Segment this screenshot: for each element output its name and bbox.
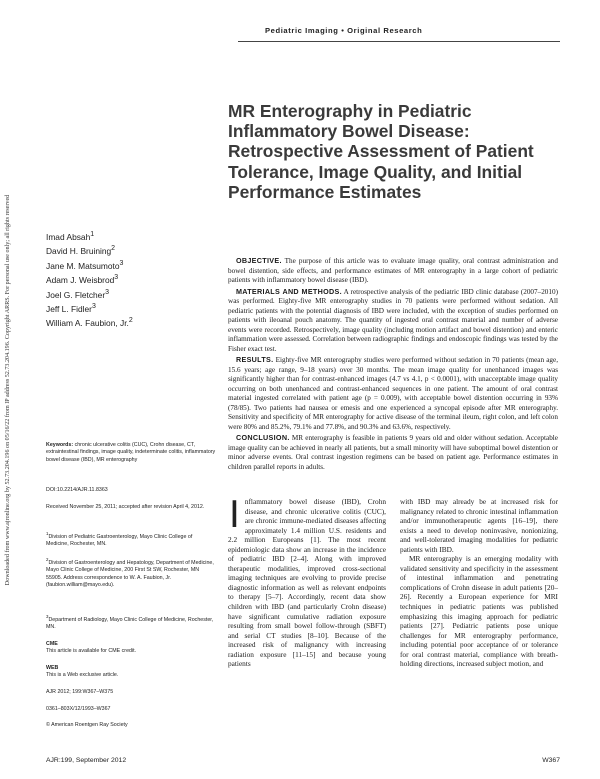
body-column-1 xyxy=(228,493,386,669)
affiliation: $^2$Division of Gastroenterology and Hepatology, Department of Medicine, Mayo Clinic College of Medicine, 200 First St SW, Rochester, MN 55905. Address correspondence to W. A. Faubion, Jr. (faubion.william@mayo.edu). xyxy=(46,557,214,588)
header-rule xyxy=(238,41,560,42)
keywords: Keywords: chronic ulcerative colitis (CUC), Crohn disease, CT, extraintestinal findings, image quality, indeterminate colitis, inflammatory bowel disease (IBD), MR enterography xyxy=(46,442,216,463)
author: William A. Faubion, Jr.$^2$ xyxy=(46,317,133,329)
abstract xyxy=(228,256,558,473)
author: Joel G. Fletcher$^3$ xyxy=(46,288,110,300)
affiliation: $^3$Department of Radiology, Mayo Clinic College of Medicine, Rochester, MN. xyxy=(46,614,214,631)
cme-note: CME This article is available for CME credit. xyxy=(46,641,137,655)
footer-page-number: W367 xyxy=(542,757,560,764)
author: Adam J. Weisbrod$^3$ xyxy=(46,274,119,285)
issn: 0361–803X/12/1993–W367 xyxy=(46,706,111,712)
author-list xyxy=(46,229,216,330)
download-notice xyxy=(3,120,13,660)
copyright: © American Roentgen Ray Society xyxy=(46,722,128,728)
abstract-methods: MATERIALS AND METHODS. A retrospective analysis of the pediatric IBD clinic database (2007–2010) was performed. Eighty-five MR enterography studies in 70 patients were performed without sedation. All pediatric patients with the potential diagnosis of IBD were included, with the exception of studies performed on patients with ileoanal pouch anatomy. The quantity of ingested oral contrast material and number of adverse events were recorded. Retrospectively, image quality (including motion artifact and bowel distention) and enteric inflammation were assessed. Correlation between radiographic findings and endoscopic findings was tested by the Fisher exact test. xyxy=(228,286,558,353)
drop-cap: I xyxy=(229,493,240,536)
abstract-conclusion: CONCLUSION. MR enterography is feasible in patients 9 years old and older without sedation. Acceptable image quality can be achieved in nearly all patients, but a small minority will have suboptimal bowel distention or minor adverse events. Oral contrast ingestion regimens can be based on patient age. Performance estimates in children parallel reports in adults. xyxy=(228,433,558,471)
abstract-results: RESULTS. Eighty-five MR enterography studies were performed without sedation in 70 patients (mean age, 15.6 years; age range, 9–18 years) over 30 months. The mean image quality for unenhanced images was significantly higher than for contrast-enhanced images (4.7 vs 4.1, p < 0.0001), with unacceptable image quality occurring on both unenhanced and contrast-enhanced sequences in one patient. The amount of oral contrast material ingested correlated with patient age (p = 0.009), with acceptable bowel distention occurring in 93% (78/85). Two patients had nausea or emesis and one experienced a syncopal episode after MR enterography. Sensitivity and specificity of MR enterography for active disease of the terminal ileum, right colon, and left colon were 80% and 85.2%, 79.1% and 77.8%, and 90.3% and 63.6%, respectively. xyxy=(228,355,559,431)
author: David H. Bruining$^2$ xyxy=(46,245,116,257)
citation: AJR 2012; 199:W367–W375 xyxy=(46,689,114,695)
received-dates: Received November 25, 2011; accepted after revision April 4, 2012. xyxy=(46,504,205,510)
body-paragraph: nflammatory bowel disease (IBD), Crohn disease, and chronic ulcerative colitis (CUC), are chronic immune-mediated diseases affecting approximately 1.4 million U.S. residents and 2.2 million Europeans [1]. The most recent epidemiologic data show an increase in the incidence of pediatric IBD [2–4]. Along with improved therapeutic modalities, improved cross-sectional imaging techniques are evolving to provide precise diagnostic information as well as relevant endpoints to therapy [5–7]. Accordingly, recent data show children with IBD (and particularly Crohn disease) have significant cumulative radiation exposure resulting from small bowel follow-through (SBFT) and serial CT studies [8–10]. Because of the increased risk of malignancy with increasing radiation exposure [11–15] and because young patients xyxy=(228,497,386,669)
affiliation: $^1$Division of Pediatric Gastroenterology, Mayo Clinic College of Medicine, Rochester, MN. xyxy=(46,531,193,548)
author: Jeff L. Fidler$^3$ xyxy=(46,302,96,314)
author: Jane M. Matsumoto$^3$ xyxy=(46,259,124,271)
article-title: MR Enterography in Pediatric Inflammatory Bowel Disease: Retrospective Assessment of Patient Tolerance, Image Quality, and Initial Performance Estimates xyxy=(228,101,534,202)
journal-section-header: Pediatric Imaging • Original Research xyxy=(265,26,423,35)
body-paragraph: MR enterography is an emerging modality with validated sensitivity and specificity in the assessment of intestinal inflammation and penetrating complications of Crohn disease in adult patients [20–26]. Recently a European experience for MRI techniques in pediatric patients was published emphasizing this imaging approach for pediatric patients [27]. Pediatric patients pose unique challenges for MR enterography performance, including potential poor acceptance of or tolerance for oral contrast material, compliance with breath-holding directions, increased subject motion, and xyxy=(400,554,558,669)
doi: DOI:10.2214/AJR.11.8363 xyxy=(46,487,108,493)
author: Imad Absah$^1$ xyxy=(46,231,95,242)
download-notice-text: Downloaded from www.ajronline.org by 52.73.204.196 on 05/16/22 from IP address 52.73.204.196. Copyright ARRS. For personal use only; all rights reserved xyxy=(5,194,11,586)
web-note: WEB This is a Web exclusive article. xyxy=(46,665,119,679)
body-paragraph: with IBD may already be at increased risk for malignancy related to chronic intestinal inflammation and/or immunotherapeutic agents [16–19], there exists a need to develop noninvasive, nonionizing, and well-tolerated imaging modalities for pediatric patients with IBD. xyxy=(400,497,558,554)
abstract-objective: OBJECTIVE. The purpose of this article was to evaluate image quality, oral contrast administration and bowel distention, side effects, and performance estimates of MR enterography in a large cohort of pediatric patients with inflammatory bowel disease (IBD). xyxy=(228,256,558,284)
footer-journal-issue: AJR:199, September 2012 xyxy=(46,757,127,764)
body-column-2 xyxy=(400,497,558,669)
